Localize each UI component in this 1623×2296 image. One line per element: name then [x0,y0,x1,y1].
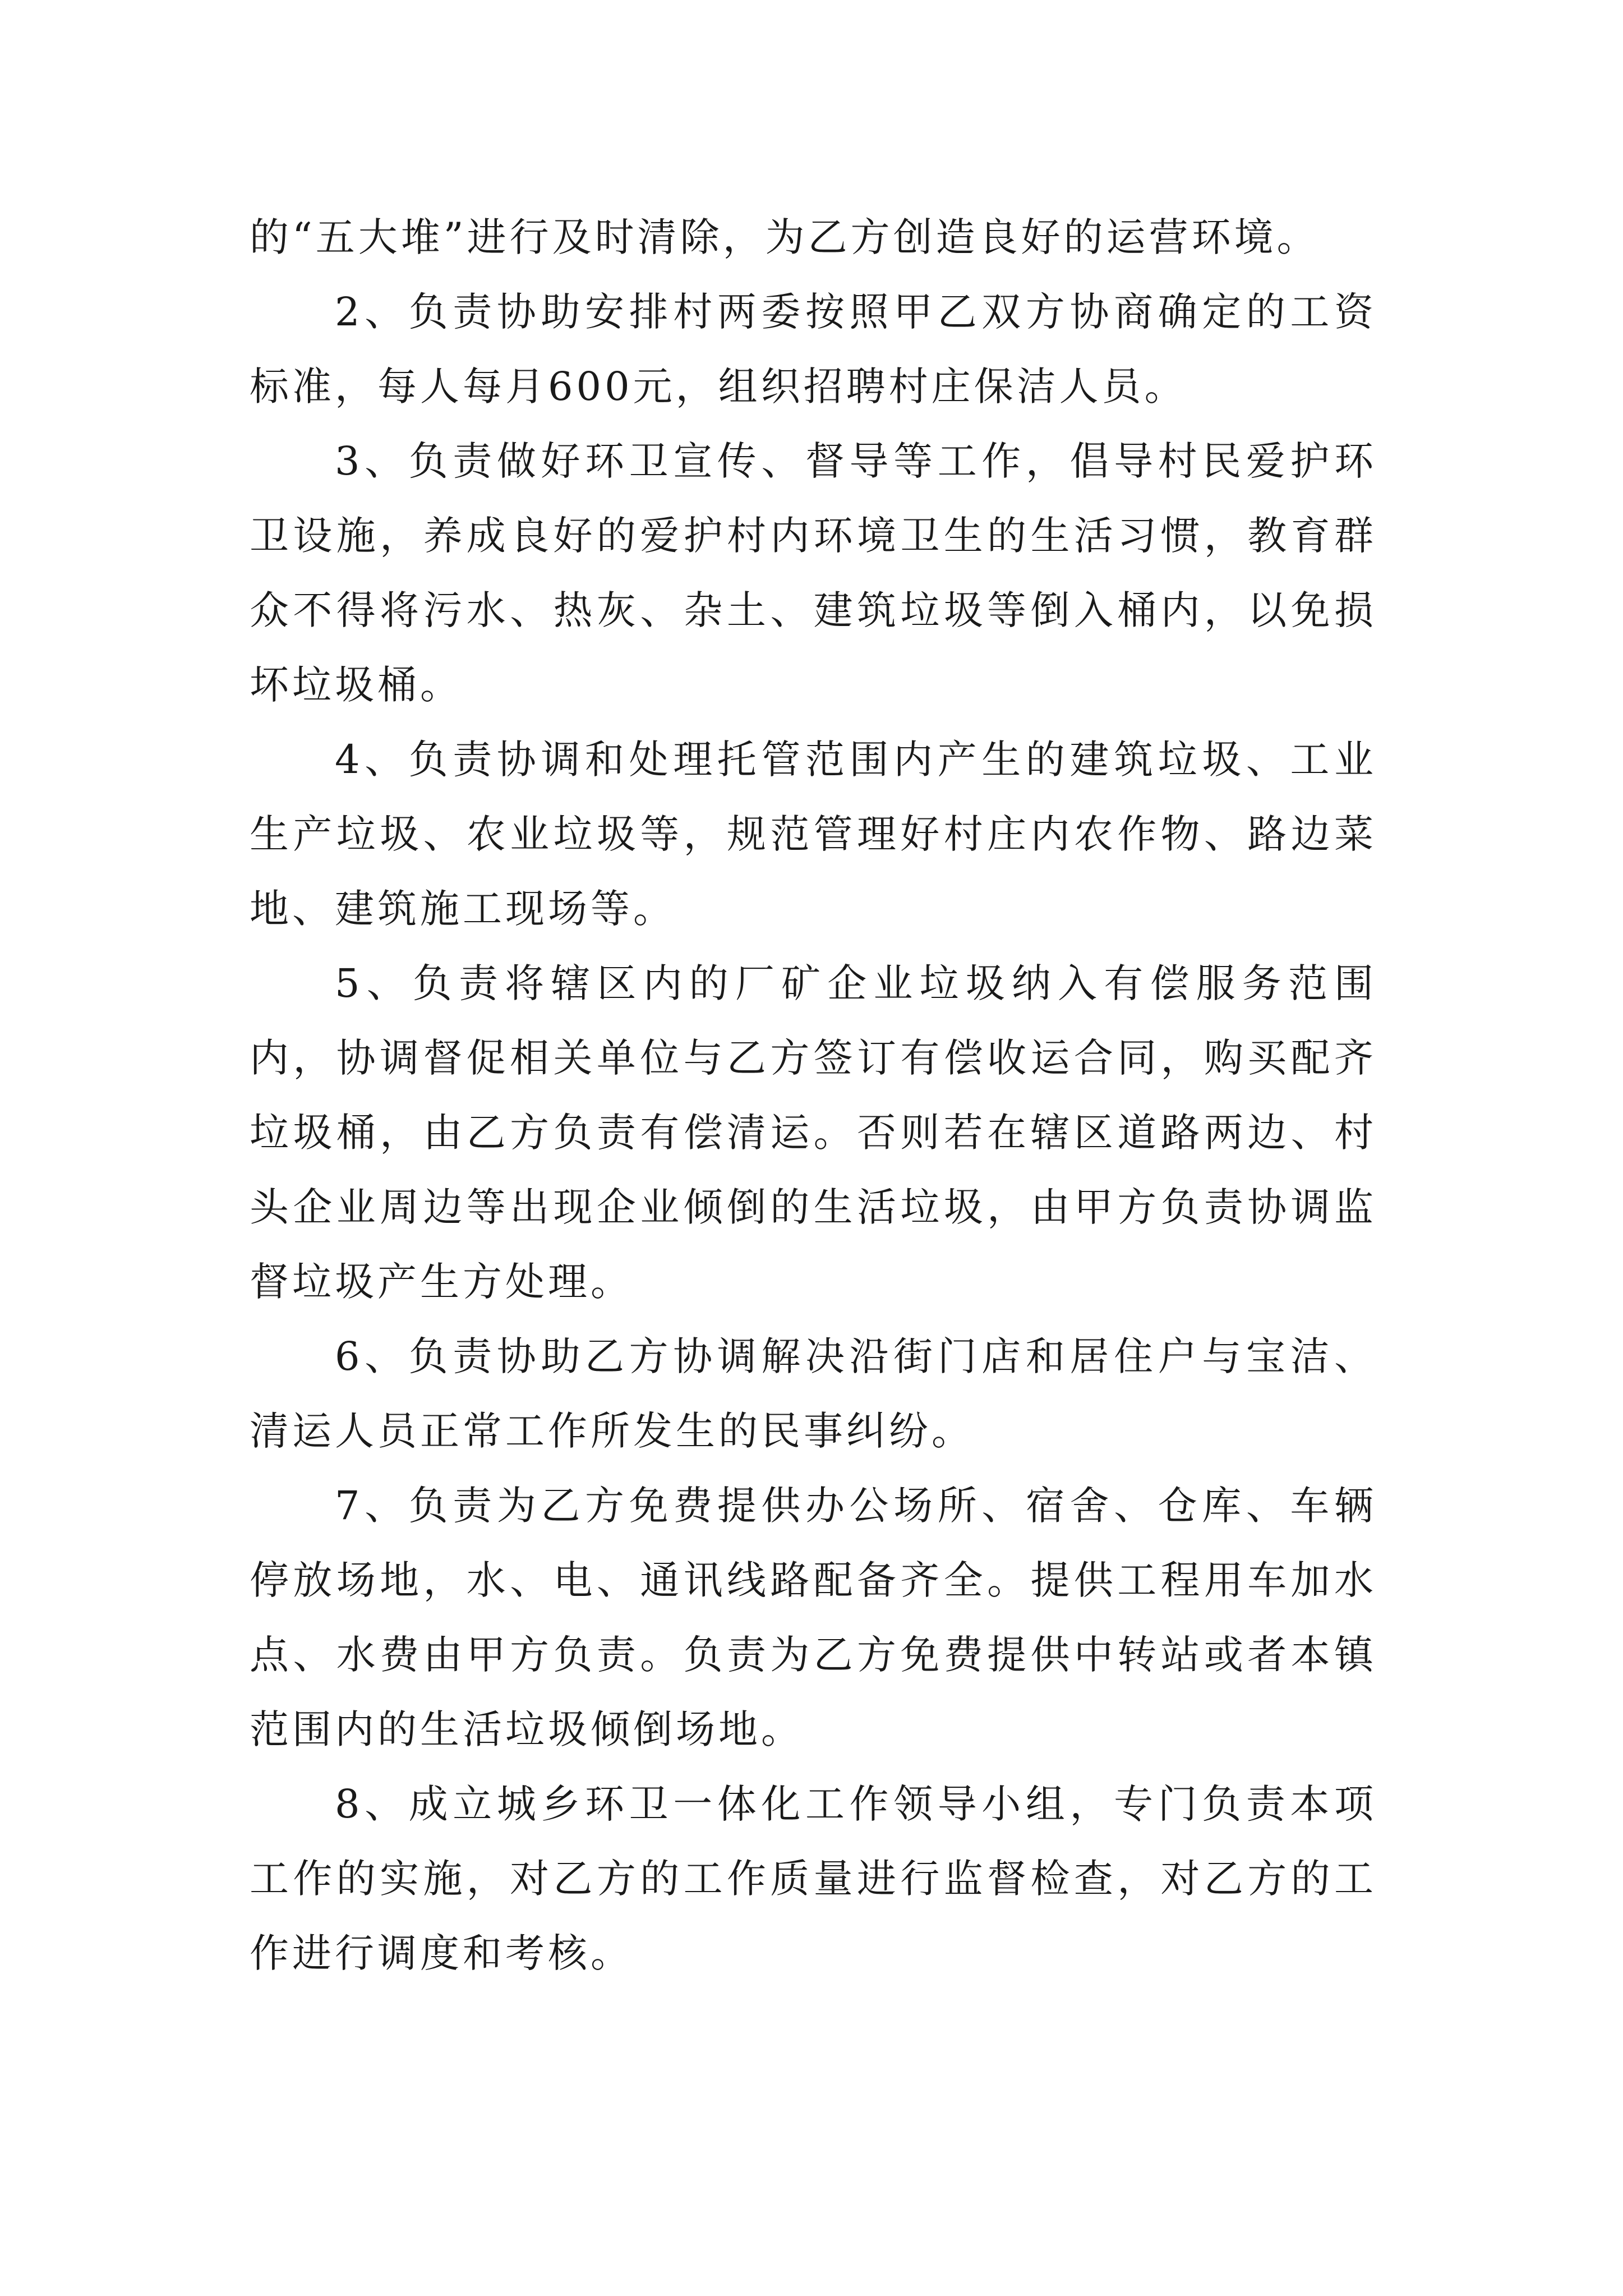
paragraph-continuation: 的“五大堆”进行及时清除，为乙方创造良好的运营环境。 [250,214,1320,260]
paragraph-item-3: 3、负责做好环卫宣传、督导等工作，倡导村民爱护环卫设施，养成良好的爱护村内环境卫生的生活习惯，教育群众不得将污水、热灰、杂土、建筑垃圾等倒入桶内，以免损坏垃圾桶。 [250,438,1377,708]
paragraph-item-4: 4、负责协调和处理托管范围内产生的建筑垃圾、工业生产垃圾、农业垃圾等，规范管理好村庄内农作物、路边菜地、建筑施工现场等。 [250,737,1377,932]
paragraph-item-5: 5、负责将辖区内的厂矿企业垃圾纳入有偿服务范围内，协调督促相关单位与乙方签订有偿收运合同，购买配齐垃圾桶，由乙方负责有偿清运。否则若在辖区道路两边、村头企业周边等出现企业倾倒的生活垃圾，由甲方负责协调监督垃圾产生方处理。 [250,960,1377,1305]
paragraph-item-8: 8、成立城乡环卫一体化工作领导小组，专门负责本项工作的实施，对乙方的工作质量进行监督检查，对乙方的工作进行调度和考核。 [250,1781,1377,1976]
document-body [250,200,1377,1991]
paragraph-item-7: 7、负责为乙方免费提供办公场所、宿舍、仓库、车辆停放场地，水、电、通讯线路配备齐全。提供工程用车加水点、水费由甲方负责。负责为乙方免费提供中转站或者本镇范围内的生活垃圾倾倒场地。 [250,1483,1377,1752]
paragraph-item-2: 2、负责协助安排村两委按照甲乙双方协商确定的工资标准，每人每月600元，组织招聘村庄保洁人员。 [250,289,1377,409]
paragraph-item-6: 6、负责协助乙方协调解决沿街门店和居住户与宝洁、清运人员正常工作所发生的民事纠纷。 [250,1333,1377,1454]
